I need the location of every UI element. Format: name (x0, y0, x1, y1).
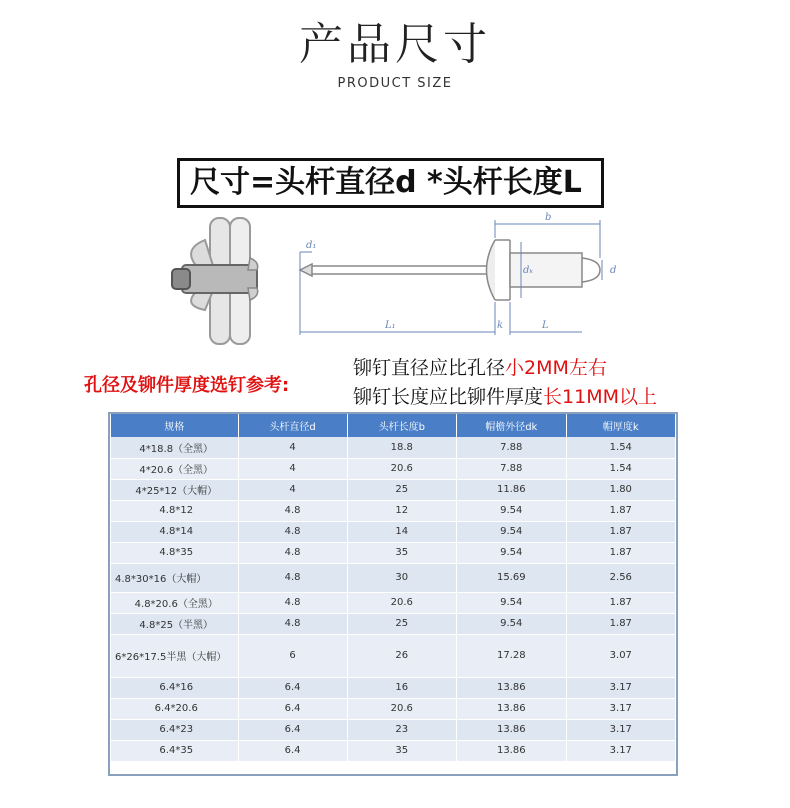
table-cell: 23 (347, 719, 456, 740)
table-cell: 7.88 (456, 458, 566, 479)
table-cell: 4.8*20.6（全黑） (111, 592, 238, 613)
table-cell: 15.69 (456, 563, 566, 592)
table-cell: 14 (347, 521, 456, 542)
table-cell: 11.86 (456, 479, 566, 500)
table-cell: 1.87 (566, 500, 675, 521)
table-cell: 9.54 (456, 500, 566, 521)
table-cell: 13.86 (456, 719, 566, 740)
table-cell: 35 (347, 542, 456, 563)
table-cell: 30 (347, 563, 456, 592)
installed-rivet-illustration (172, 218, 258, 344)
table-cell: 16 (347, 677, 456, 698)
table-cell: 3.07 (566, 634, 675, 677)
col-header-shank-diameter: 头杆直径d (238, 414, 347, 437)
col-header-head-diameter: 帽檐外径dk (456, 414, 566, 437)
label-d1: d₁ (306, 240, 317, 251)
table-cell: 25 (347, 479, 456, 500)
table-cell: 20.6 (347, 458, 456, 479)
label-k: k (497, 320, 504, 331)
table-cell: 13.86 (456, 677, 566, 698)
label-b: b (545, 212, 552, 223)
table-cell: 6.4*35 (111, 740, 238, 761)
table-cell: 6 (238, 634, 347, 677)
table-cell: 1.54 (566, 458, 675, 479)
table-row (111, 592, 676, 613)
table-cell: 13.86 (456, 740, 566, 761)
table-cell: 6.4 (238, 698, 347, 719)
table-row (111, 613, 676, 634)
table-cell: 4*20.6（全黑） (111, 458, 238, 479)
table-cell: 4 (238, 458, 347, 479)
table-cell: 20.6 (347, 698, 456, 719)
table-cell: 4.8*35 (111, 542, 238, 563)
table-row (111, 437, 676, 458)
table-cell: 3.17 (566, 740, 675, 761)
col-header-spec: 规格 (111, 414, 238, 437)
table-cell: 6.4 (238, 719, 347, 740)
table-row (111, 458, 676, 479)
table-cell: 1.87 (566, 613, 675, 634)
table-row (111, 563, 676, 592)
table-cell: 4.8*14 (111, 521, 238, 542)
table-cell: 13.86 (456, 698, 566, 719)
table-cell: 3.17 (566, 677, 675, 698)
table-cell: 9.54 (456, 592, 566, 613)
table-cell: 20.6 (347, 592, 456, 613)
table-cell: 4.8*25（半黑） (111, 613, 238, 634)
table-cell: 6.4*20.6 (111, 698, 238, 719)
table-cell: 9.54 (456, 521, 566, 542)
table-cell: 26 (347, 634, 456, 677)
table-header-row (111, 414, 676, 437)
table-row (111, 677, 676, 698)
table-cell: 6.4*16 (111, 677, 238, 698)
table-cell: 1.80 (566, 479, 675, 500)
table-cell: 4.8*30*16（大帽） (111, 563, 238, 592)
label-dk: dₖ (523, 265, 534, 276)
rivet-schematic (300, 240, 600, 300)
table-cell: 4.8 (238, 521, 347, 542)
table-cell: 9.54 (456, 542, 566, 563)
table-cell: 4.8 (238, 500, 347, 521)
table-cell: 25 (347, 613, 456, 634)
table-row (111, 479, 676, 500)
col-header-head-thickness: 帽厚度k (566, 414, 675, 437)
table-cell: 1.87 (566, 592, 675, 613)
table-cell: 4 (238, 479, 347, 500)
table-cell: 4*18.8（全黑） (111, 437, 238, 458)
table-row (111, 698, 676, 719)
table-cell: 2.56 (566, 563, 675, 592)
reference-rule-length: 铆钉长度应比铆件厚度长11MM以上 (353, 386, 657, 408)
table-cell: 7.88 (456, 437, 566, 458)
reference-rule-diameter: 铆钉直径应比孔径小2MM左右 (353, 357, 607, 379)
size-formula-box: 尺寸=头杆直径d *头杆长度L (177, 158, 604, 208)
table-cell: 6.4*23 (111, 719, 238, 740)
page-subtitle: PRODUCT SIZE (337, 76, 453, 91)
table-cell: 4.8*12 (111, 500, 238, 521)
table-row (111, 521, 676, 542)
spec-table (111, 414, 676, 762)
table-cell: 4.8 (238, 592, 347, 613)
reference-label: 孔径及铆件厚度选钉参考: (84, 375, 290, 396)
table-cell: 4*25*12（大帽） (111, 479, 238, 500)
label-d: d (610, 265, 617, 276)
table-cell: 9.54 (456, 613, 566, 634)
page-title: 产品尺寸 (299, 19, 491, 70)
label-L1: L₁ (385, 320, 396, 331)
table-cell: 1.87 (566, 542, 675, 563)
table-cell: 18.8 (347, 437, 456, 458)
table-cell: 4.8 (238, 563, 347, 592)
table-cell: 6.4 (238, 740, 347, 761)
table-row (111, 500, 676, 521)
table-cell: 3.17 (566, 719, 675, 740)
table-cell: 6*26*17.5半黑（大帽） (111, 634, 238, 677)
table-cell: 12 (347, 500, 456, 521)
table-row (111, 542, 676, 563)
table-row (111, 740, 676, 761)
table-cell: 6.4 (238, 677, 347, 698)
rivet-diagram (160, 210, 620, 350)
col-header-shank-length: 头杆长度b (347, 414, 456, 437)
label-L: L (542, 320, 549, 331)
table-cell: 4.8 (238, 542, 347, 563)
table-cell: 4 (238, 437, 347, 458)
table-cell: 3.17 (566, 698, 675, 719)
table-row (111, 634, 676, 677)
table-cell: 1.54 (566, 437, 675, 458)
table-cell: 35 (347, 740, 456, 761)
table-cell: 4.8 (238, 613, 347, 634)
table-cell: 1.87 (566, 521, 675, 542)
table-row (111, 719, 676, 740)
table-cell: 17.28 (456, 634, 566, 677)
